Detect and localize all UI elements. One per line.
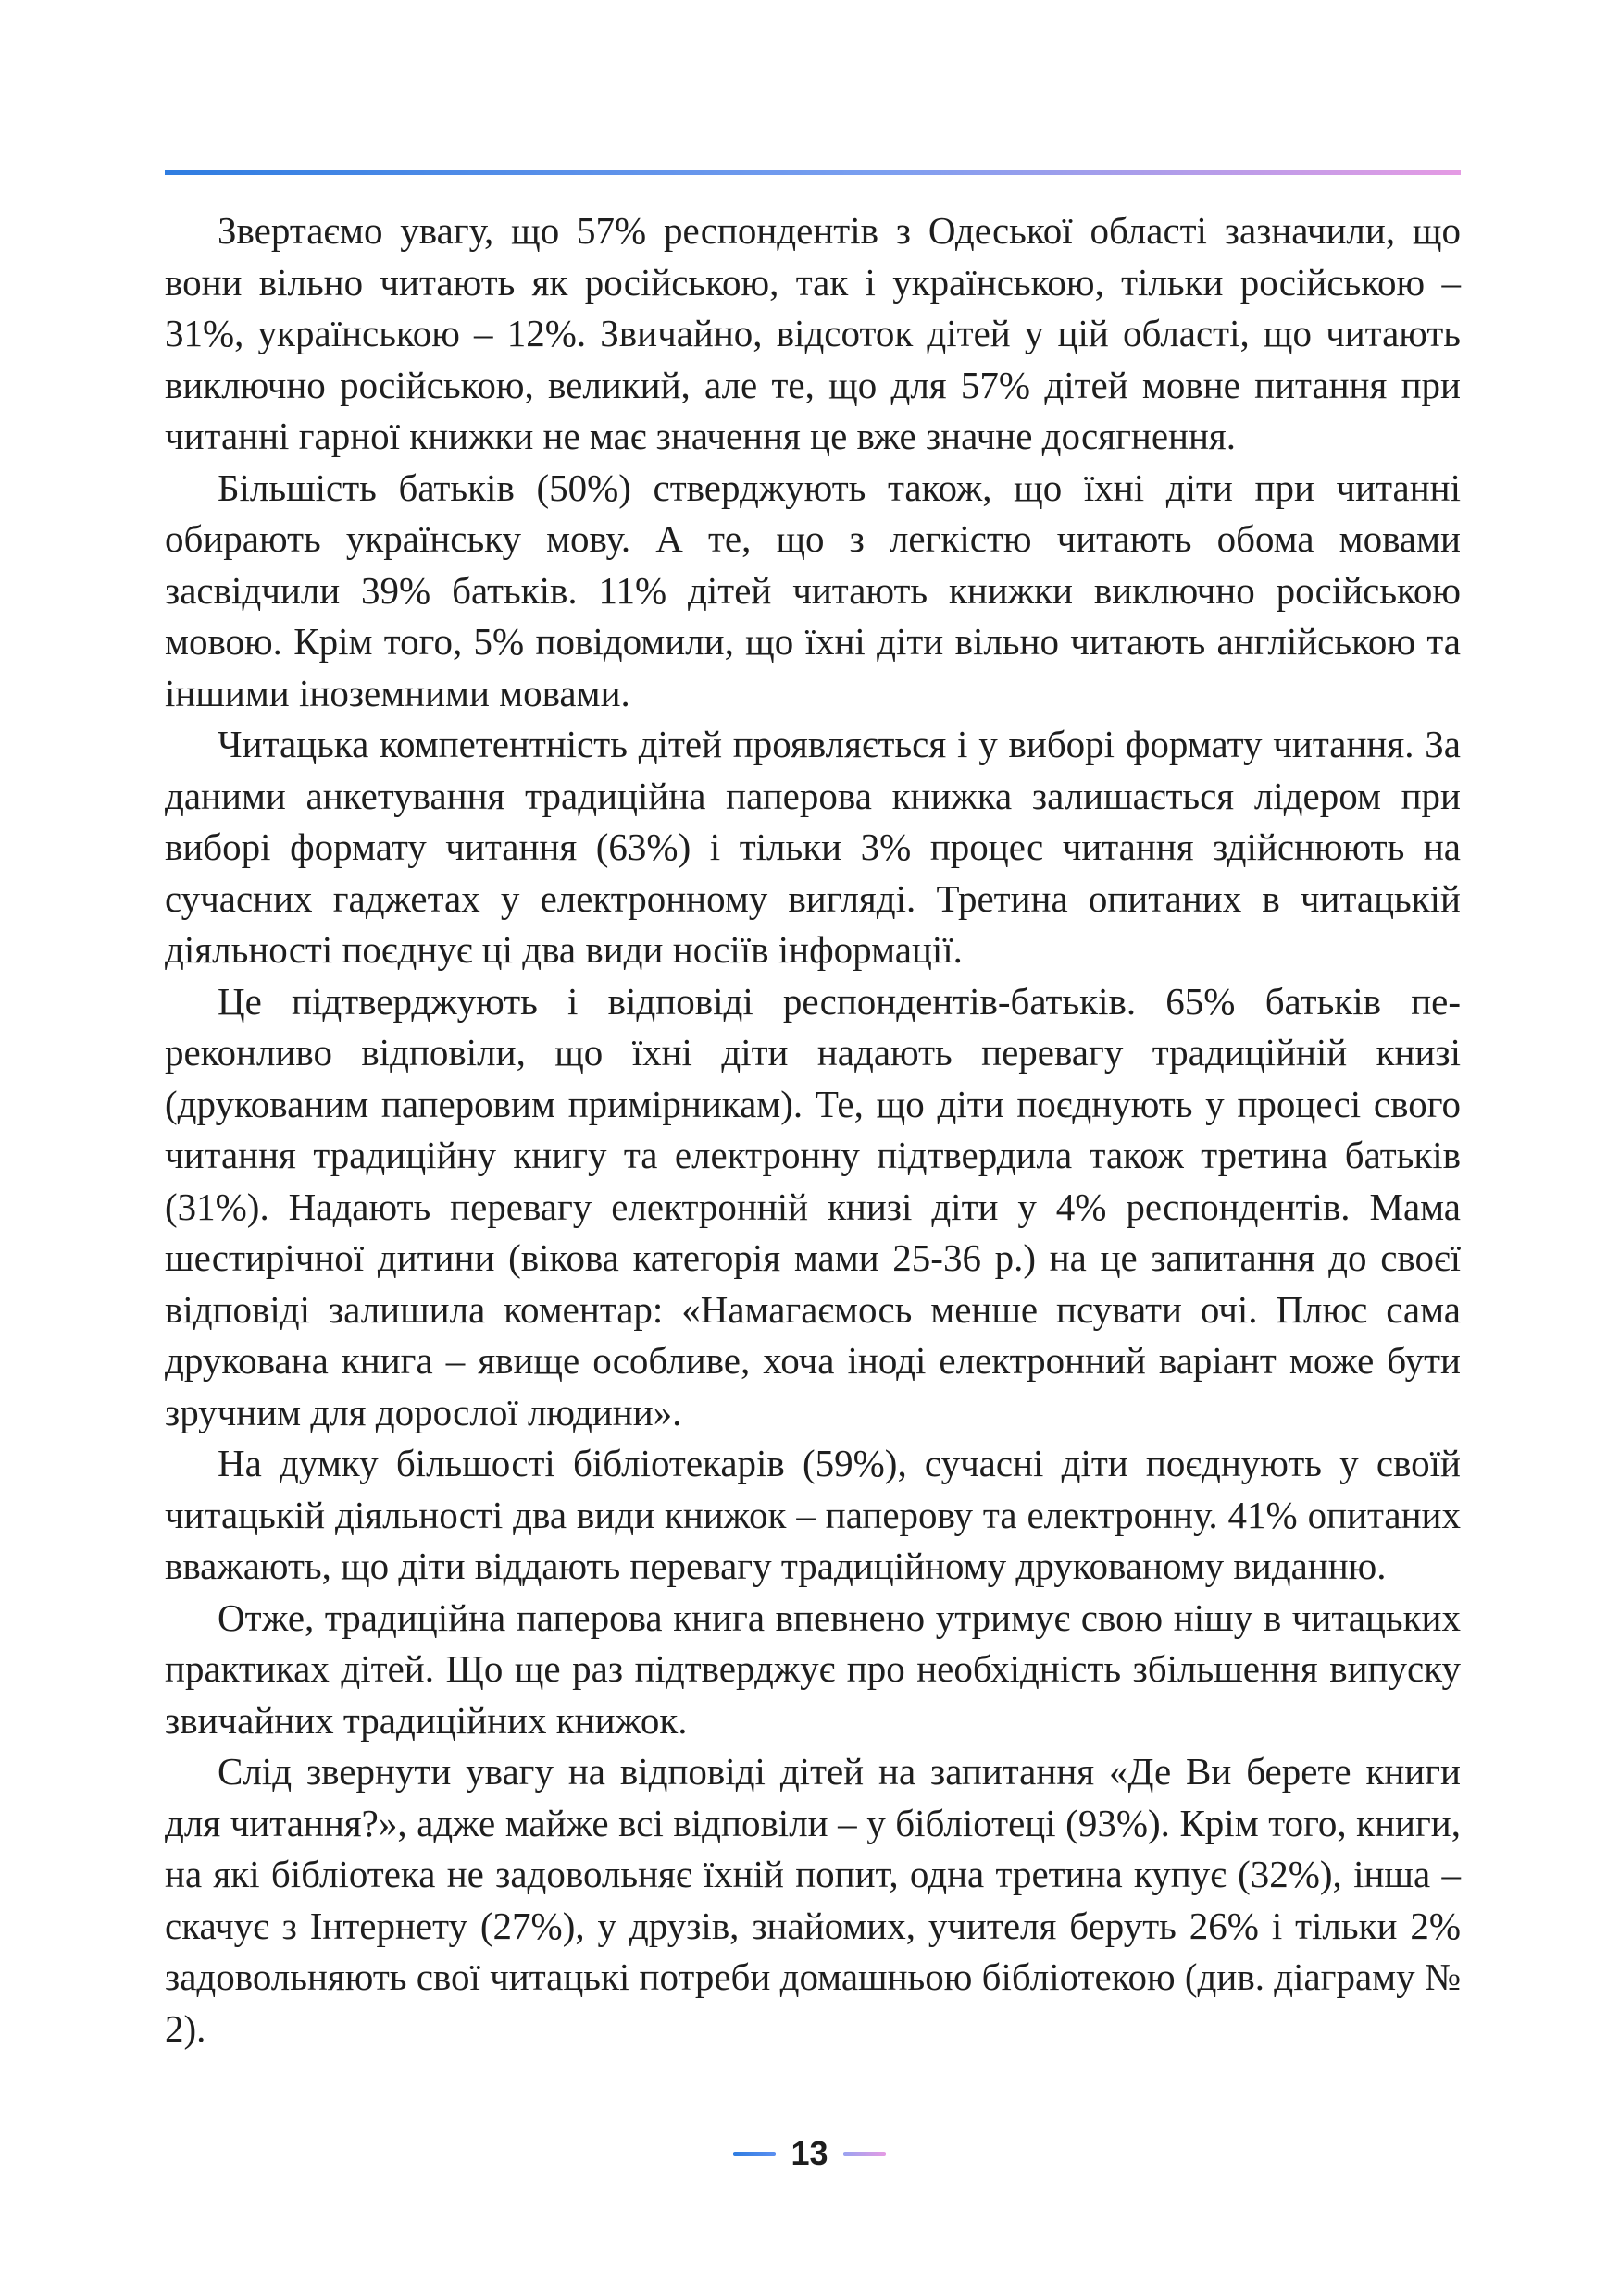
footer-dash-left [733,2152,776,2156]
page-footer [0,2130,1619,2177]
paragraph: На думку більшості бібліотекарів (59%), сучасні діти поєднують у своїй читацькій діяльності два види книжок – паперову та електронну. 41% опитаних вважають, що діти віддають перевагу традиційному друкованому виданню. [165,1442,1461,1587]
paragraph: Читацька компетентність дітей проявляється і у виборі формату читання. За даними анкетування традиційна паперова книжка залишається лідером при виборі формату читання (63%) і тільки 3% процес читання здійснюють на сучасних гаджетах у електронному вигляді. Третина опитаних в читацькій діяльності поєднує ці два види носіїв інформації. [165,723,1461,971]
paragraph: Звертаємо увагу, що 57% респондентів з Одеської області зазначили, що вони вільно читають як російською, так і українською, тільки російською – 31%, українською – 12%. Звичайно, відсоток дітей у цій області, що читають виключно російською, великий, але те, що для 57% дітей мовне питання при читанні гарної книжки не має значення це вже значне досягнення. [165,209,1461,457]
paragraph: Отже, традиційна паперова книга впевнено утримує свою нішу в читацьких практиках дітей. Що ще раз підтверджує про необхідність збільшення випуску звичайних традиційних книжок. [165,1595,1461,1742]
page-number: 13 [791,2134,828,2172]
paragraph: Це підтверджують і відповіді респондентів-батьків. 65% батьків переконливо відповіли, що їхні діти надають перевагу традиційній книзі (друкованим паперовим примірникам). Те, що діти поєднують у процесі свого читання традиційну книгу та електронну підтвердила також третина батьків (31%). Надають перевагу електронній книзі діти у 4% респондентів. Мама шестирічної дитини (вікова категорія мами 25-36 р.) на це запитання до своєї відповіді залишила коментар: «Намагаємось менше псувати очі. Плюс сама друкована книга – явище особливе, хоча іноді електронний варіант може бути зручним для дорослої людини». [165,979,1461,1433]
body-text [165,205,1461,2054]
header-rule [165,170,1461,175]
paragraph: Більшість батьків (50%) стверджують також, що їхні діти при читанні обирають українську мову. А те, що з легкістю читають обома мовами засвідчили 39% батьків. 11% дітей читають книжки виключно російською мовою. Крім того, 5% повідомили, що їхні діти вільно читають англійською та іншими іноземними мовами. [165,465,1461,714]
paragraph: Слід звернути увагу на відповіді дітей на запитання «Де Ви берете книги для читання?», адже майже всі відповіли – у бібліотеці (93%). Крім того, книги, на які бібліотека не задовольняє їхній попит, одна третина купує (32%), інша – скачує з Інтернету (27%), у друзів, знайомих, учителя беруть 26% і тільки 2% задовольняють свої читацькі потреби домашньою бібліотекою (див. діаграму № 2). [165,1750,1461,2050]
footer-dash-right [843,2152,886,2156]
